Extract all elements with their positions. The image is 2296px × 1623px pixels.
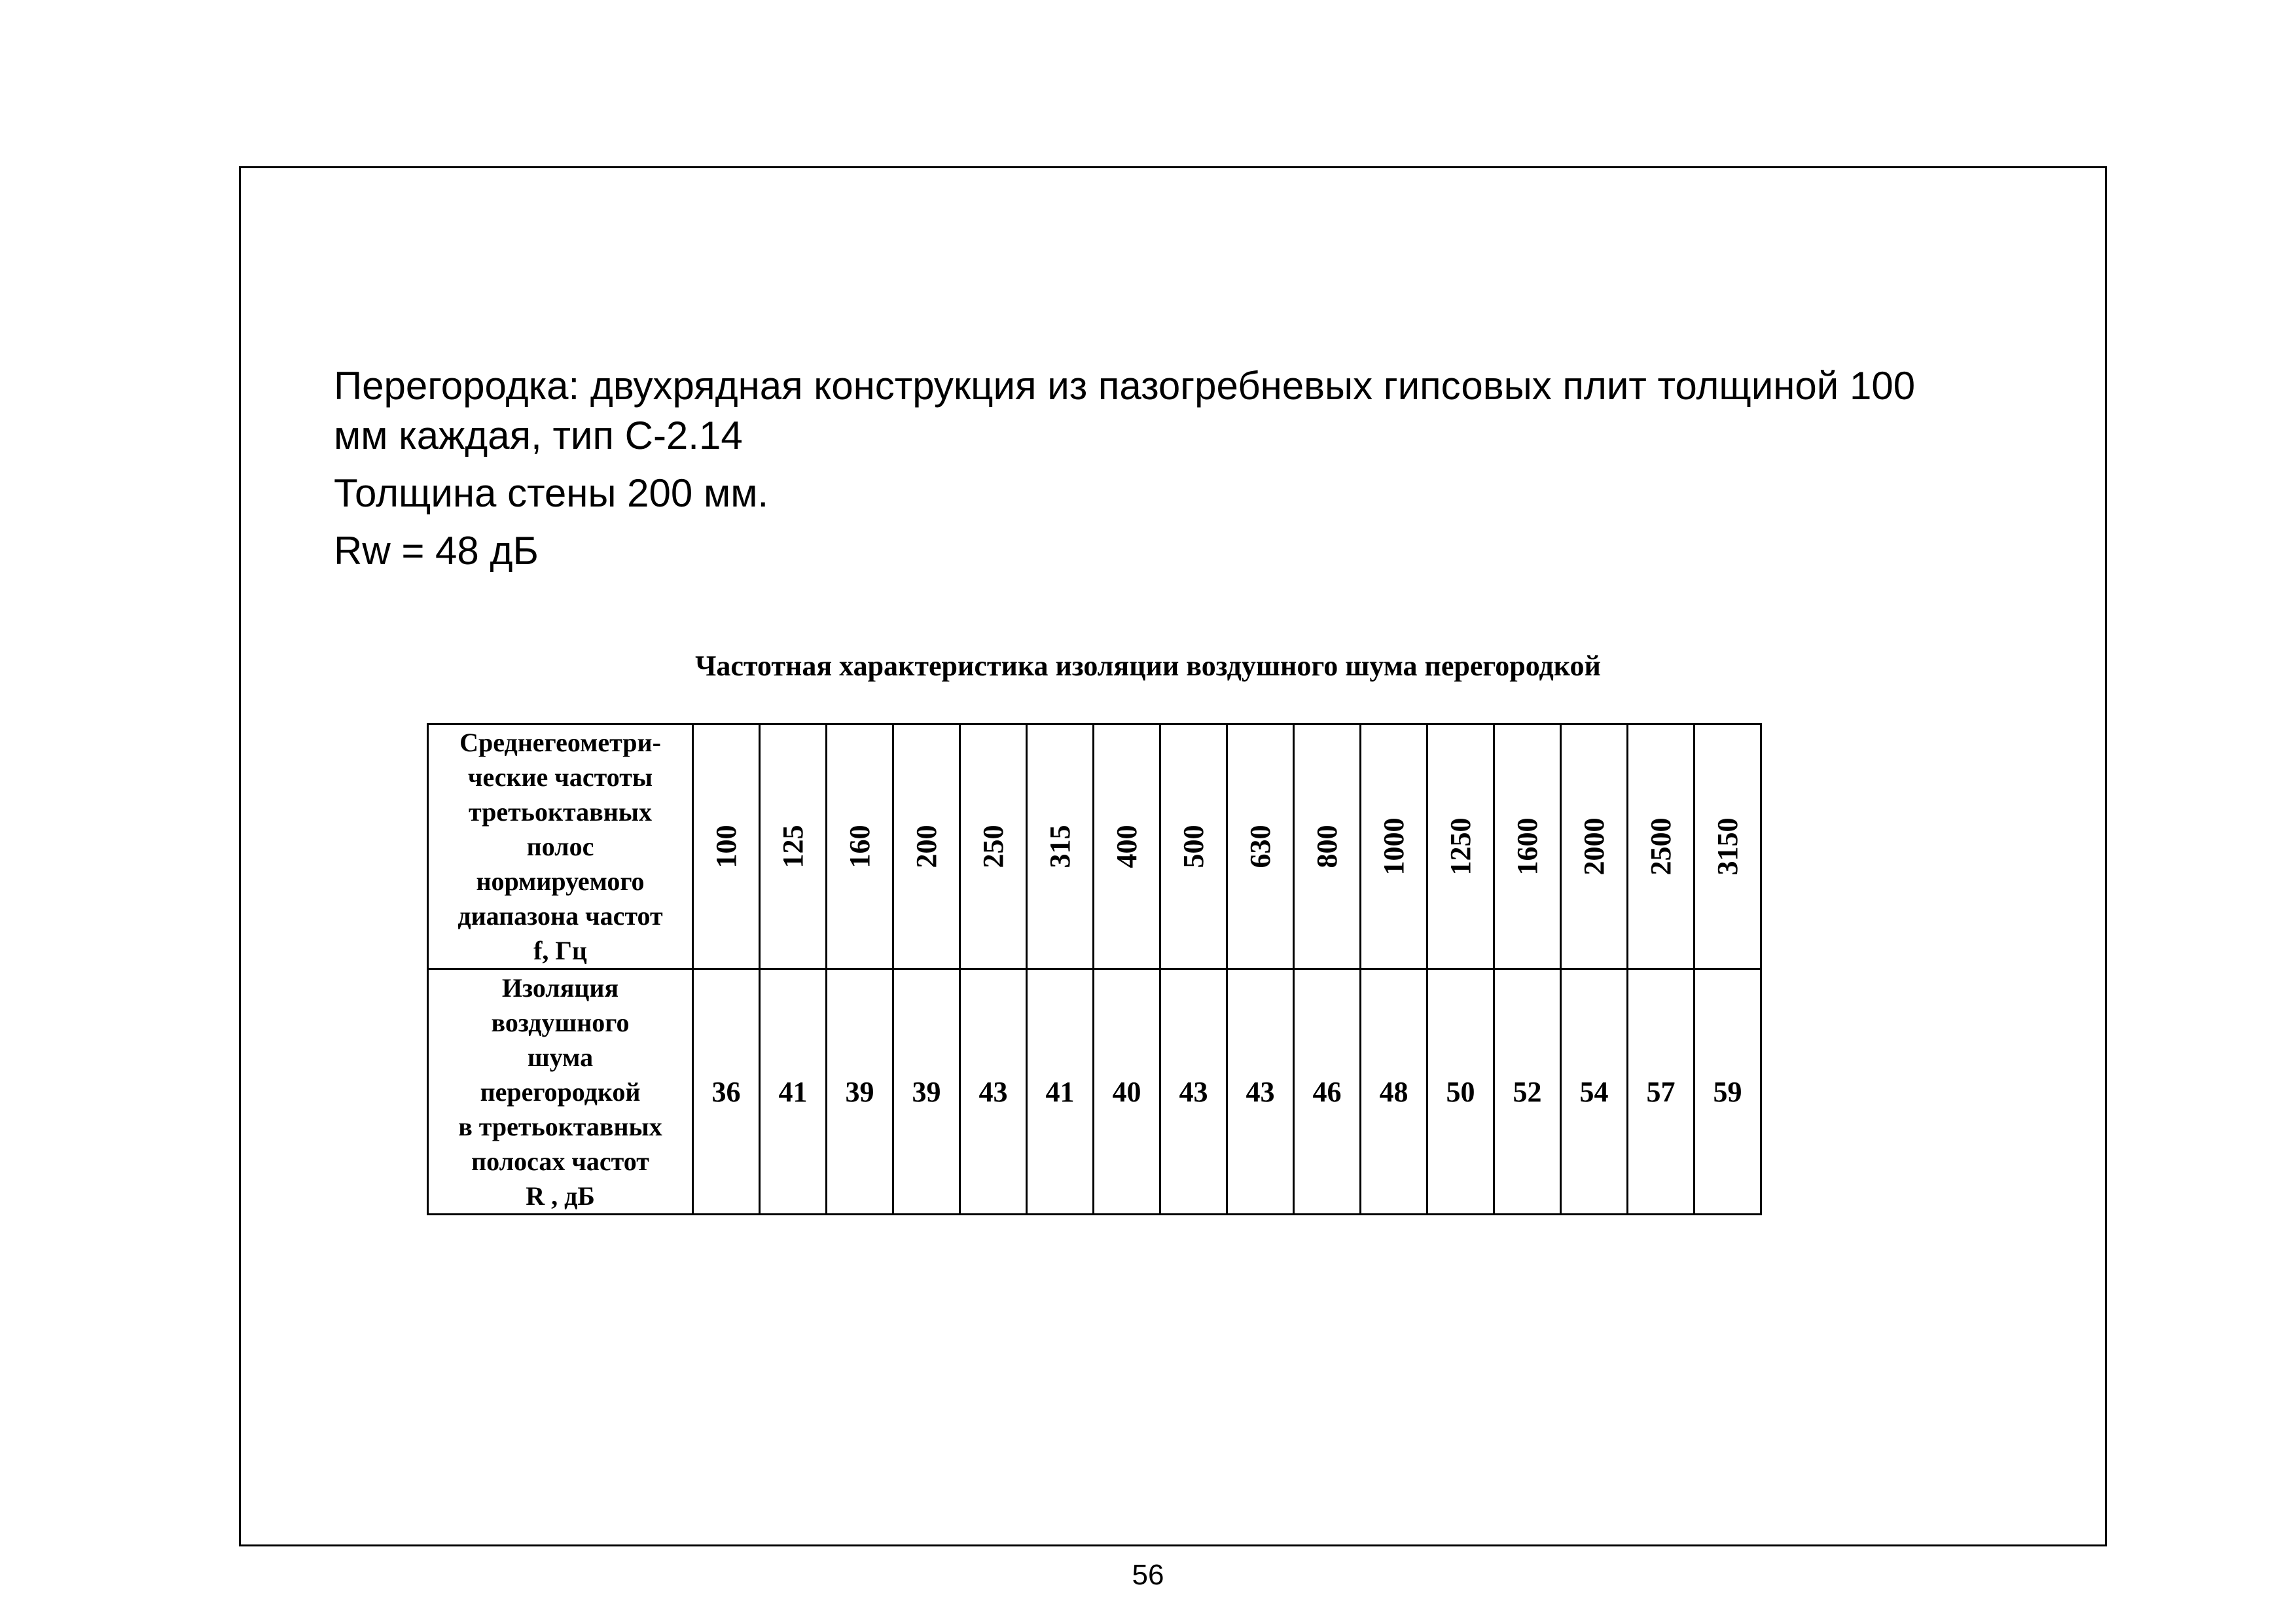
frequency-cell: 3150 — [1695, 724, 1761, 969]
table-title: Частотная характеристика изоляции воздушного шума перегородкой — [695, 650, 1601, 682]
frequency-cell: 2500 — [1628, 724, 1695, 969]
header-line: f, Гц — [533, 936, 587, 965]
header-line: в третьоктавных — [458, 1111, 662, 1141]
insulation-value-cell: 57 — [1628, 969, 1695, 1215]
header-line: диапазона частот — [457, 901, 663, 931]
frequency-cell: 400 — [1094, 724, 1160, 969]
description-line-1: Перегородка: двухрядная конструкция из пазогребневых гипсовых плит толщиной 100 — [334, 364, 1916, 408]
frequency-row-header — [428, 724, 693, 969]
header-line: нормируемого — [476, 866, 645, 896]
frequency-cell: 1600 — [1494, 724, 1561, 969]
frequency-cell: 125 — [760, 724, 827, 969]
insulation-row-header — [428, 969, 693, 1215]
header-line: перегородкой — [480, 1077, 641, 1107]
partition-description — [334, 361, 2062, 576]
header-line: полос — [526, 832, 594, 861]
insulation-value-cell: 59 — [1695, 969, 1761, 1215]
page-number: 56 — [1132, 1559, 1164, 1591]
insulation-value-cell: 48 — [1361, 969, 1427, 1215]
header-line: шума — [527, 1042, 594, 1072]
frequency-cell: 500 — [1160, 724, 1227, 969]
insulation-value-cell: 43 — [960, 969, 1027, 1215]
insulation-value-cell: 52 — [1494, 969, 1561, 1215]
frequency-cell: 630 — [1227, 724, 1294, 969]
frequency-cell: 1250 — [1427, 724, 1494, 969]
header-line: воздушного — [491, 1007, 630, 1037]
insulation-value-cell: 40 — [1094, 969, 1160, 1215]
insulation-value-cell: 39 — [893, 969, 960, 1215]
frequency-table — [427, 723, 1762, 1215]
insulation-row — [428, 969, 1761, 1215]
frequency-row — [428, 724, 1761, 969]
header-line: третьоктавных — [469, 797, 652, 827]
frequency-cell: 1000 — [1361, 724, 1427, 969]
header-line: R , дБ — [526, 1181, 595, 1211]
header-line: Среднегеометри- — [459, 728, 661, 757]
frequency-cell: 100 — [693, 724, 760, 969]
frequency-cell: 250 — [960, 724, 1027, 969]
wall-thickness: Толщина стены 200 мм. — [334, 471, 769, 515]
insulation-value-cell: 39 — [827, 969, 893, 1215]
insulation-value-cell: 50 — [1427, 969, 1494, 1215]
insulation-value-cell: 41 — [760, 969, 827, 1215]
insulation-value-cell: 43 — [1227, 969, 1294, 1215]
frequency-cell: 160 — [827, 724, 893, 969]
rw-index: Rw = 48 дБ — [334, 529, 539, 573]
frequency-cell: 315 — [1027, 724, 1094, 969]
header-line: Изоляция — [501, 972, 619, 1003]
frequency-cell: 200 — [893, 724, 960, 969]
description-line-2: мм каждая, тип С-2.14 — [334, 414, 743, 457]
frequency-cell: 800 — [1294, 724, 1361, 969]
frequency-cell: 2000 — [1561, 724, 1628, 969]
header-line: полосах частот — [471, 1146, 649, 1176]
insulation-value-cell: 41 — [1027, 969, 1094, 1215]
insulation-value-cell: 36 — [693, 969, 760, 1215]
insulation-value-cell: 46 — [1294, 969, 1361, 1215]
insulation-value-cell: 43 — [1160, 969, 1227, 1215]
header-line: ческие частоты — [467, 762, 653, 792]
insulation-value-cell: 54 — [1561, 969, 1628, 1215]
